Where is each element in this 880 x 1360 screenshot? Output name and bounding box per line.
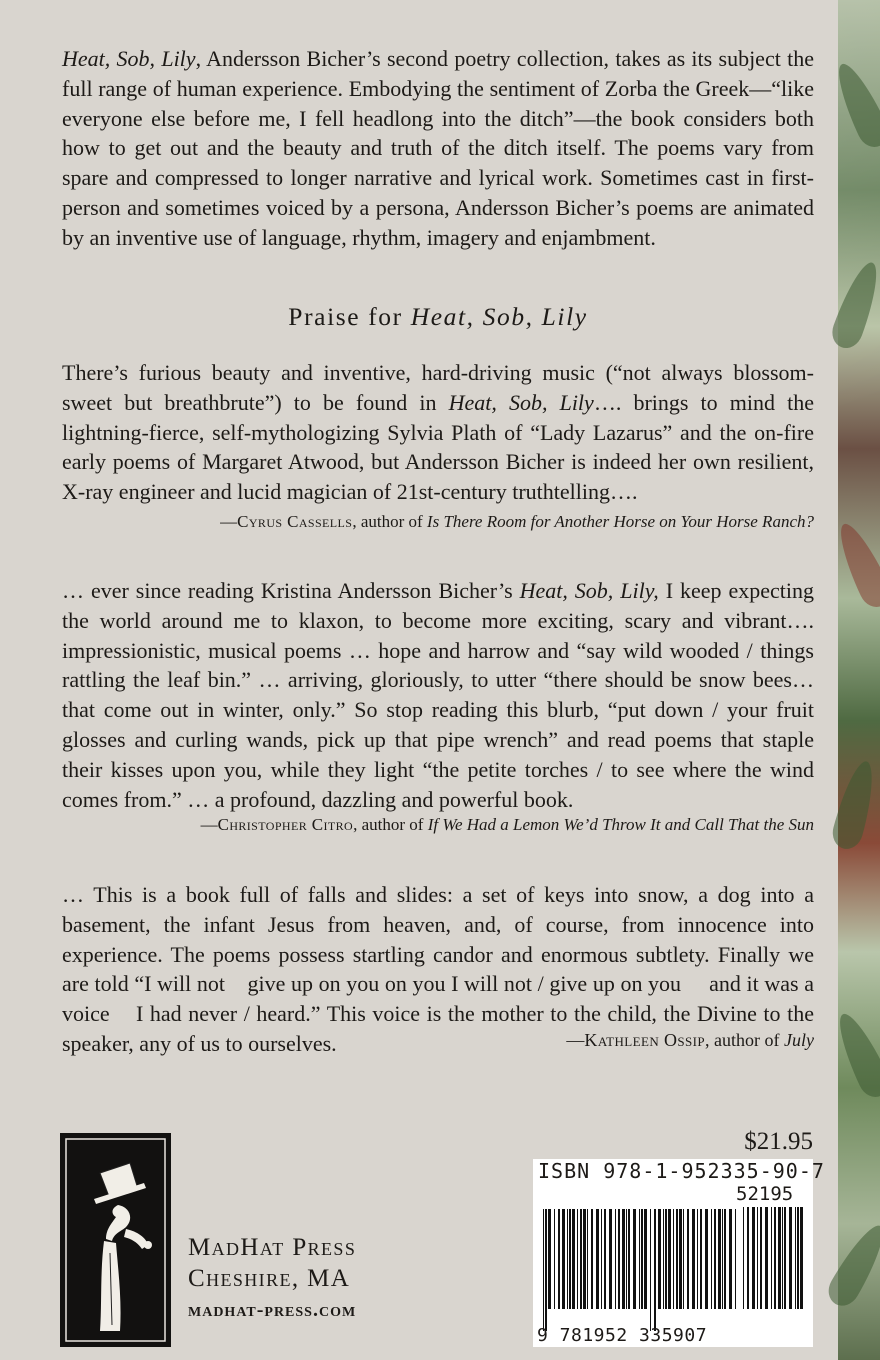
quote-text: I keep expecting the world around me to klaxon, to become more exciting, scary and vibrant…. impressionistic, musical poems … hope and harrow and “say wild wooded / things rattling the leaf bin.” … arriving, gloriously, to utter “there should be snow bees… that come out in winter, only.” So stop reading this blurb, “put down / your fruit glosses and curling wands, pick up that pipe wrench” and read poems that staple their kisses upon you, while they light “the petite torches / to see where the wind comes from.” … a profound, dazzling and powerful book. — [62, 578, 814, 812]
barcode-bar — [641, 1209, 643, 1309]
barcode-bar — [618, 1209, 620, 1309]
price: $21.95 — [744, 1128, 813, 1155]
author-book-title: July — [784, 1030, 814, 1050]
author-book-title: If We Had a Lemon We’d Throw It and Call That the Sun — [427, 815, 814, 834]
blurb-author: Cyrus Cassells — [237, 512, 353, 531]
book-title: Heat, Sob, Lily — [62, 46, 196, 71]
publisher-location: Cheshire, MA — [188, 1265, 351, 1292]
barcode-bar — [724, 1209, 726, 1309]
barcode-bar — [752, 1207, 755, 1309]
barcode-bar — [545, 1209, 547, 1331]
barcode-bar — [692, 1209, 695, 1309]
barcode-bar — [577, 1209, 578, 1309]
barcode-bar — [665, 1209, 667, 1309]
barcode-bar — [633, 1209, 636, 1309]
attribution-dash: — — [566, 1030, 585, 1050]
barcode-bar — [683, 1209, 684, 1309]
barcode-bar — [654, 1209, 656, 1331]
barcode-bar — [604, 1209, 606, 1309]
barcode-bar — [800, 1207, 803, 1309]
barcode-bar — [757, 1207, 758, 1309]
quote-text: … This is a book full of falls and slides: a set of keys into snow, a dog into a basement, the infant Jesus from heaven, and, of course, from innocence into experience. The poems possess startling candor and enormous subtlety. Finally we are told “I will not give up on you on you I will not / give up on you and it was a voice I had never / heard.” This voice is the mother to the child, the Divine to the speaker, any of us to ourselves. — [62, 882, 820, 1056]
barcode-bar — [760, 1207, 762, 1309]
publisher-url: madhat-press.com — [188, 1299, 357, 1321]
barcode-bar — [700, 1209, 702, 1309]
barcode-bar — [601, 1209, 602, 1309]
attribution-role: , author of — [352, 512, 427, 531]
barcode-bar — [650, 1209, 651, 1331]
barcode-bar — [771, 1207, 772, 1309]
attribution-role: , author of — [353, 815, 428, 834]
barcode-bar — [789, 1207, 792, 1309]
barcode-bar — [722, 1209, 723, 1309]
barcode-bar — [626, 1209, 627, 1309]
praise-heading-title: Heat, Sob, Lily — [410, 302, 588, 331]
madhat-logo — [60, 1133, 171, 1347]
blurb-attribution-1 — [220, 512, 814, 532]
quote-text: There’s furious beauty and inventive, hard-driving music (“not always blossom-sweet but breathbrute”) to be found in — [62, 360, 814, 415]
blurb-attribution-3 — [566, 1030, 814, 1051]
barcode-bar — [782, 1207, 783, 1309]
praise-heading — [62, 302, 814, 332]
attribution-dash: — — [220, 512, 238, 531]
blurb-author: Christopher Citro — [217, 815, 354, 834]
barcode-bar — [596, 1209, 599, 1309]
barcode-bar — [622, 1209, 625, 1309]
barcode-bar — [676, 1209, 678, 1309]
quote-book-title: Heat, Sob, Lily — [448, 389, 594, 415]
barcode-bar — [554, 1209, 555, 1309]
praise-heading-prefix: Praise for — [288, 302, 411, 331]
barcode-digits: 9 781952 335907 — [537, 1325, 708, 1346]
barcode-bar — [569, 1209, 571, 1309]
publisher-name: MadHat Press — [188, 1234, 357, 1261]
barcode-bar — [558, 1209, 560, 1309]
quote-text: …. brings to mind the lightning-fierce, self-mythologizing Sylvia Plath of “Lady Lazarus” and the on-fire early poems of Margaret Atwood, but Andersson Bicher is indeed her own resilient, X-ray engineer and lucid magician of 21st-century truthtelling…. — [62, 389, 815, 505]
blurb-quote-2 — [62, 576, 814, 814]
blurb-quote-1 — [62, 358, 814, 507]
barcode-bar — [615, 1209, 616, 1309]
barcode-bar — [583, 1209, 586, 1309]
barcode-bar — [572, 1209, 575, 1309]
barcode-bar — [747, 1207, 749, 1309]
barcode-bar — [687, 1209, 689, 1309]
blurb-attribution-2 — [201, 815, 814, 835]
barcode-bar — [765, 1207, 768, 1309]
front-cover-edge-illustration — [838, 0, 880, 1360]
barcode-bar — [663, 1209, 664, 1309]
isbn-label: ISBN 978-1-952335-90-7 — [538, 1159, 825, 1183]
barcode-bar — [778, 1207, 781, 1309]
barcode-bar — [543, 1209, 544, 1331]
barcode-bar — [718, 1209, 721, 1309]
barcode-bar — [729, 1209, 732, 1309]
barcode-bar — [658, 1209, 661, 1309]
barcode-bar — [548, 1209, 551, 1309]
barcode-bar — [735, 1209, 736, 1309]
blurb-author: Kathleen Ossip — [584, 1030, 706, 1050]
barcode-bar — [587, 1209, 588, 1309]
barcode-bar — [673, 1209, 674, 1309]
barcode-bar — [639, 1209, 640, 1309]
barcode-bar — [644, 1209, 647, 1309]
attribution-dash: — — [200, 815, 218, 834]
madhat-figure-icon — [60, 1133, 171, 1347]
barcode-bar — [697, 1209, 698, 1309]
barcode-bar — [743, 1207, 744, 1309]
barcode-bar — [774, 1207, 776, 1309]
barcode-bar — [591, 1209, 593, 1309]
quote-book-title: Heat, Sob, Lily, — [519, 578, 659, 603]
barcode-bar — [705, 1209, 708, 1309]
barcode-bar — [784, 1207, 786, 1309]
barcode-bar — [562, 1209, 565, 1309]
barcode-bar — [567, 1209, 568, 1309]
barcode-bar — [668, 1209, 671, 1309]
barcode-bar — [711, 1209, 712, 1309]
publisher-info — [188, 1232, 356, 1324]
description-text: , Andersson Bicher’s second poetry collection, takes as its subject the full range of human experience. Embodying the sentiment of Zorba the Greek—“like everyone else before me, I fell headlong into the ditch”—the book considers both how to get out and the beauty and truth of the ditch itself. The poems vary from spare and compressed to longer narrative and lyrical work. Sometimes cast in first-person and sometimes voiced by a persona, Andersson Bicher’s poems are animated by an inventive use of language, rhythm, imagery and enjambment. — [62, 46, 814, 250]
barcode-bar — [795, 1207, 796, 1309]
barcode-bar — [580, 1209, 582, 1309]
price-code: 52195 — [736, 1183, 794, 1205]
barcode-bar — [714, 1209, 716, 1309]
barcode-bar — [628, 1209, 630, 1309]
addon-barcode-bars — [743, 1207, 803, 1331]
book-description — [62, 44, 814, 253]
attribution-role: , author of — [705, 1030, 785, 1050]
ean-barcode-bars — [543, 1209, 739, 1331]
quote-text: … ever since reading Kristina Andersson Bicher’s — [62, 578, 520, 603]
barcode-bar — [797, 1207, 799, 1309]
isbn-barcode — [533, 1159, 825, 1347]
barcode-bar — [609, 1209, 612, 1309]
barcode-bar — [679, 1209, 682, 1309]
author-book-title: Is There Room for Another Horse on Your Horse Ranch? — [426, 512, 814, 531]
